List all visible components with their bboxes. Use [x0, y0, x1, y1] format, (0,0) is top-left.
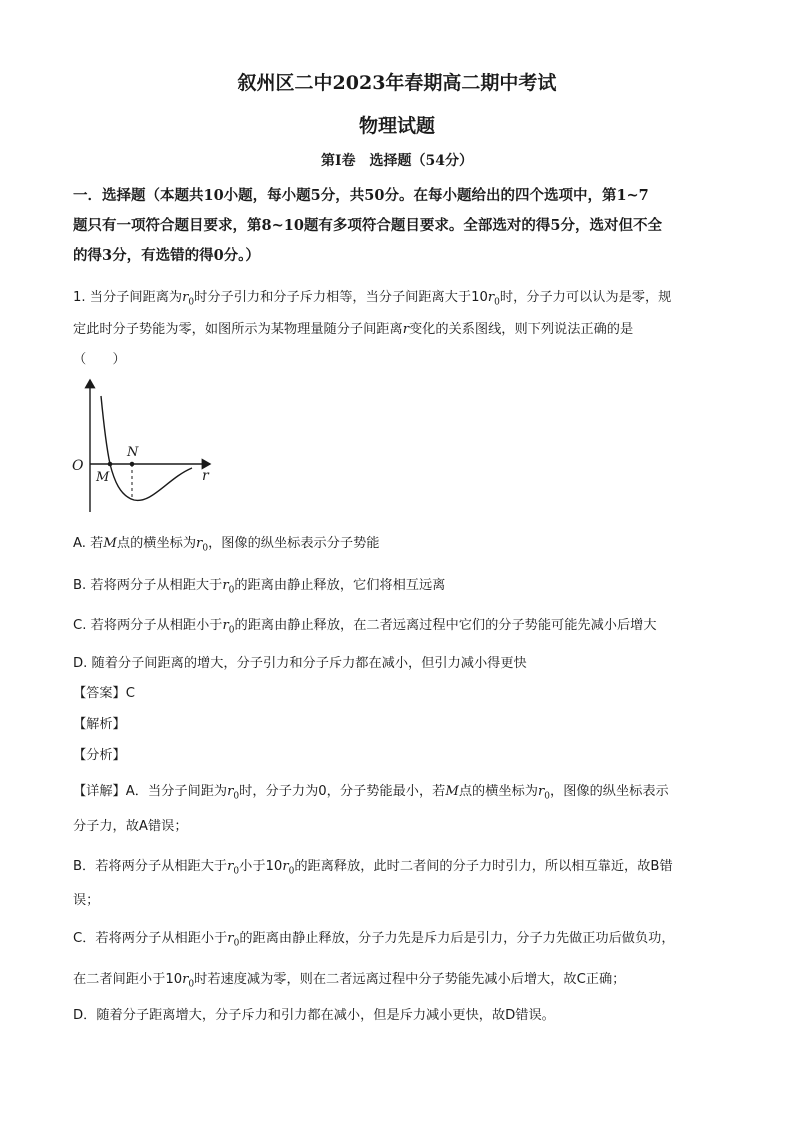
- stem-text: 时，分子力可以认为是零，规: [499, 290, 672, 305]
- detail-b-line1: B．若将两分子从相距大于$r_0$小于$10r_0$的距离释放，此时二者间的分子力时引力，所以相互靠近，故B错: [73, 859, 673, 877]
- r0-symbol: $r_0$: [537, 784, 551, 802]
- origin-label: O: [72, 458, 84, 474]
- analysis-heading: 【解析】: [73, 717, 126, 732]
- m-label: M: [96, 470, 110, 485]
- detail-a-line2: 分子力，故A错误；: [73, 819, 188, 834]
- part-title: 第I卷 选择题（54分）: [320, 153, 474, 169]
- r0-symbol: $r_0$: [227, 859, 240, 877]
- question-stem-line1: [73, 286, 671, 308]
- r0-symbol: $r_0$: [227, 931, 240, 949]
- stem-text: 定此时分子势能为零，如图所示为某物理量随分子间距离: [73, 322, 403, 337]
- r0-symbol: $r_0$: [487, 290, 500, 308]
- option-c: C. 若将两分子从相距小于$r_0$的距离由静止释放，在二者远离过程中它们的分子势能可能先减小后增大: [73, 618, 657, 636]
- m-symbol: M: [445, 784, 459, 799]
- option-b: B. 若将两分子从相距大于$r_0$的距离由静止释放，它们将相互远离: [73, 578, 446, 596]
- detail-c-line2: 在二者间距小于$10r_0$时若速度减为零，则在二者远离过程中分子势能先减小后增大，故C正确；: [73, 972, 626, 990]
- potential-curve-graph: [68, 372, 218, 517]
- curve: [101, 396, 192, 500]
- stem-text: 时分子引力和分子斥力相等，当分子间距离大于: [194, 290, 472, 305]
- detail-a-line1: 【详解】A．当分子间距为$r_0$时，分子力为0，分子势能最小，若M点的横坐标为$r_0$，图像的纵坐标表示: [73, 784, 669, 802]
- r0-symbol: $r_0$: [227, 784, 240, 802]
- section-instruction-line3: 的得3分，有选错的得0分。）: [73, 247, 260, 264]
- detail-c-line1: C．若将两分子从相距小于$r_0$的距离由静止释放，分子力先是斥力后是引力，分子力先做正功后做负功，: [73, 931, 675, 949]
- r0-symbol: $r_0$: [222, 618, 235, 636]
- option-a: A. 若M点的横坐标为$r_0$，图像的纵坐标表示分子势能: [73, 536, 380, 554]
- answer-paren: （ ）: [73, 352, 126, 367]
- section-instruction-line1: 一．选择题（本题共10小题，每小题5分，共50分。在每小题给出的四个选项中，第1~7: [73, 187, 649, 204]
- r0-symbol: $r_0$: [182, 972, 195, 990]
- r0-symbol: $r_0$: [222, 578, 235, 596]
- point-n: [130, 462, 135, 467]
- r0-symbol: $r_0$: [196, 536, 209, 554]
- stem-text: 变化的关系图线，则下列说法正确的是: [409, 322, 634, 337]
- question-stem-line2: [73, 318, 633, 337]
- section-instruction-line2: 题只有一项符合题目要求，第8~10题有多项符合题目要求。全部选对的得5分，选对但不全: [73, 217, 663, 234]
- point-m: [108, 462, 113, 467]
- r-symbol: r: [402, 322, 409, 337]
- r-axis-label: r: [202, 468, 209, 484]
- stem-text: 1. 当分子间距离为: [73, 290, 183, 305]
- detail-b-line2: 误；: [73, 893, 100, 908]
- option-d: D. 随着分子间距离的增大，分子引力和分子斥力都在减小，但引力减小得更快: [73, 656, 527, 671]
- detail-d-line1: D．随着分子距离增大，分子斥力和引力都在减小，但是斥力减小更快，故D错误。: [73, 1008, 555, 1023]
- ten-symbol: 10: [471, 290, 488, 305]
- subject-title: 物理试题: [358, 115, 435, 137]
- n-label: N: [127, 445, 139, 460]
- answer-line: 【答案】C: [73, 686, 135, 701]
- fenxi-heading: 【分析】: [73, 748, 126, 763]
- exam-title: 叙州区二中2023年春期高二期中考试: [237, 72, 557, 94]
- m-symbol: M: [103, 536, 117, 551]
- r0-symbol: $r_0$: [282, 859, 295, 877]
- r0-symbol: $r_0$: [182, 290, 195, 308]
